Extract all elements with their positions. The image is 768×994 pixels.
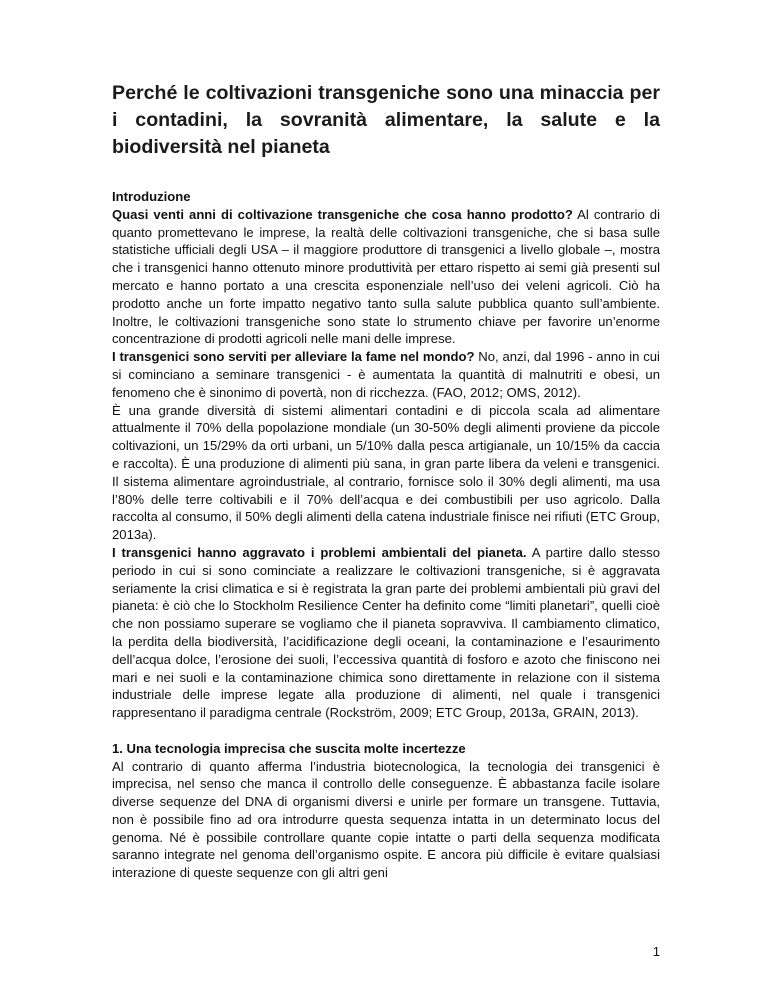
document-title: Perché le coltivazioni transgeniche sono una minaccia per i contadini, la sovranità alimentare, la salute e la biodiversità nel pianeta xyxy=(112,82,660,158)
paragraph-4 xyxy=(112,544,660,722)
document-page xyxy=(112,80,660,882)
paragraph-1-lead: Quasi venti anni di coltivazione transgeniche che cosa hanno prodotto? xyxy=(112,206,573,222)
intro-heading: Introduzione xyxy=(112,189,191,204)
paragraph-5: Al contrario di quanto afferma l’industria biotecnologica, la tecnologia dei transgenici è imprecisa, nel senso che manca il controllo delle conseguenze. È abbastanza facile isolare diverse sequenze del DNA di organismi diversi e unirle per formare un transgene. Tuttavia, non è possibile fino ad ora introdurre questa sequenza intatta in un determinato locus del genoma. Né è possibile controllare quante copie intatte o parti della sequenza modificata saranno integrate nel genoma dell’organismo ospite. E ancora più difficile è evitare qualsiasi interazione di queste sequenze con gli altri geni xyxy=(112,758,660,881)
document-body xyxy=(112,188,660,882)
paragraph-4-lead: I transgenici hanno aggravato i problemi ambientali del pianeta. xyxy=(112,544,527,560)
paragraph-3: È una grande diversità di sistemi alimentari contadini e di piccola scala ad alimentare attualmente il 70% della popolazione mondiale (un 30-50% degli alimenti proviene da piccole coltivazioni, un 15/29% da orti urbani, un 5/10% dalla pesca artigianale, un 10/15% da caccia e raccolta). È una produzione di alimenti più sana, in gran parte libera da veleni e transgenici. Il sistema alimentare agroindustriale, al contrario, fornisce solo il 30% degli alimenti, ma usa l’80% delle terre coltivabili e il 70% dell’acqua e dei combustibili per uso agricolo. Dalla raccolta al consumo, il 50% degli alimenti della catena industriale finisce nei rifiuti (ETC Group, 2013a). xyxy=(112,402,661,543)
paragraph-1-body: Al contrario di quanto promettevano le imprese, la realtà delle coltivazioni transgeniche, che si basa sulle statistiche ufficiali degli USA – il maggiore produttore di transgenici a livello globale –, mostra che i transgenici hanno ottenuto minore produttività per ettaro rispetto ai semi già presenti sul mercato e hanno portato a una crescita esponenziale nell’uso dei veleni agricoli. Ciò ha prodotto anche un forte impatto negativo tanto sulla salute pubblica quanto sull’ambiente. Inoltre, le coltivazioni transgeniche sono state lo strumento chiave per favorire un’enorme concentrazione di prodotti agricoli nelle mani delle imprese. xyxy=(112,206,660,347)
paragraph-2-lead: I transgenici sono serviti per alleviare la fame nel mondo? xyxy=(112,349,475,365)
paragraph-4-body: A partire dallo stesso periodo in cui si sono cominciate a realizzare le coltivazioni transgeniche, si è aggravata seriamente la crisi climatica e si è registrata la gran parte dei problemi ambientali più gravi del pianeta: è ciò che lo Stockholm Resilience Center ha definito come “limiti planetari”, quelli cioè che non possiamo superare se vogliamo che il pianeta sopravviva. Il cambiamento climatico, la perdita della biodiversità, l’acidificazione degli oceani, la contaminazione e l’esaurimento dell’acqua dolce, l’erosione dei suoli, l’eccessiva quantità di fosforo e azoto che finiscono nei mari e nei suoli e la contaminazione chimica sono direttamente in relazione con il sistema industriale delle imprese legate alla produzione di alimenti, nel quale i transgenici rappresentano il paradigma centrale (Rockström, 2009; ETC Group, 2013a, GRAIN, 2013). xyxy=(112,544,660,721)
section-spacer xyxy=(112,722,660,740)
paragraph-2 xyxy=(112,348,660,401)
page-number: 1 xyxy=(652,944,660,959)
section-1-heading: 1. Una tecnologia imprecisa che suscita molte incertezze xyxy=(112,740,466,756)
paragraph-1 xyxy=(112,206,660,348)
paragraph-2-body: No, anzi, dal 1996 - anno in cui si cominciano a seminare transgenici - è aumentata la quantità di malnutriti e obesi, un fenomeno che è sinonimo di povertà, non di ricchezza. (FAO, 2012; OMS, 2012). xyxy=(112,349,660,400)
